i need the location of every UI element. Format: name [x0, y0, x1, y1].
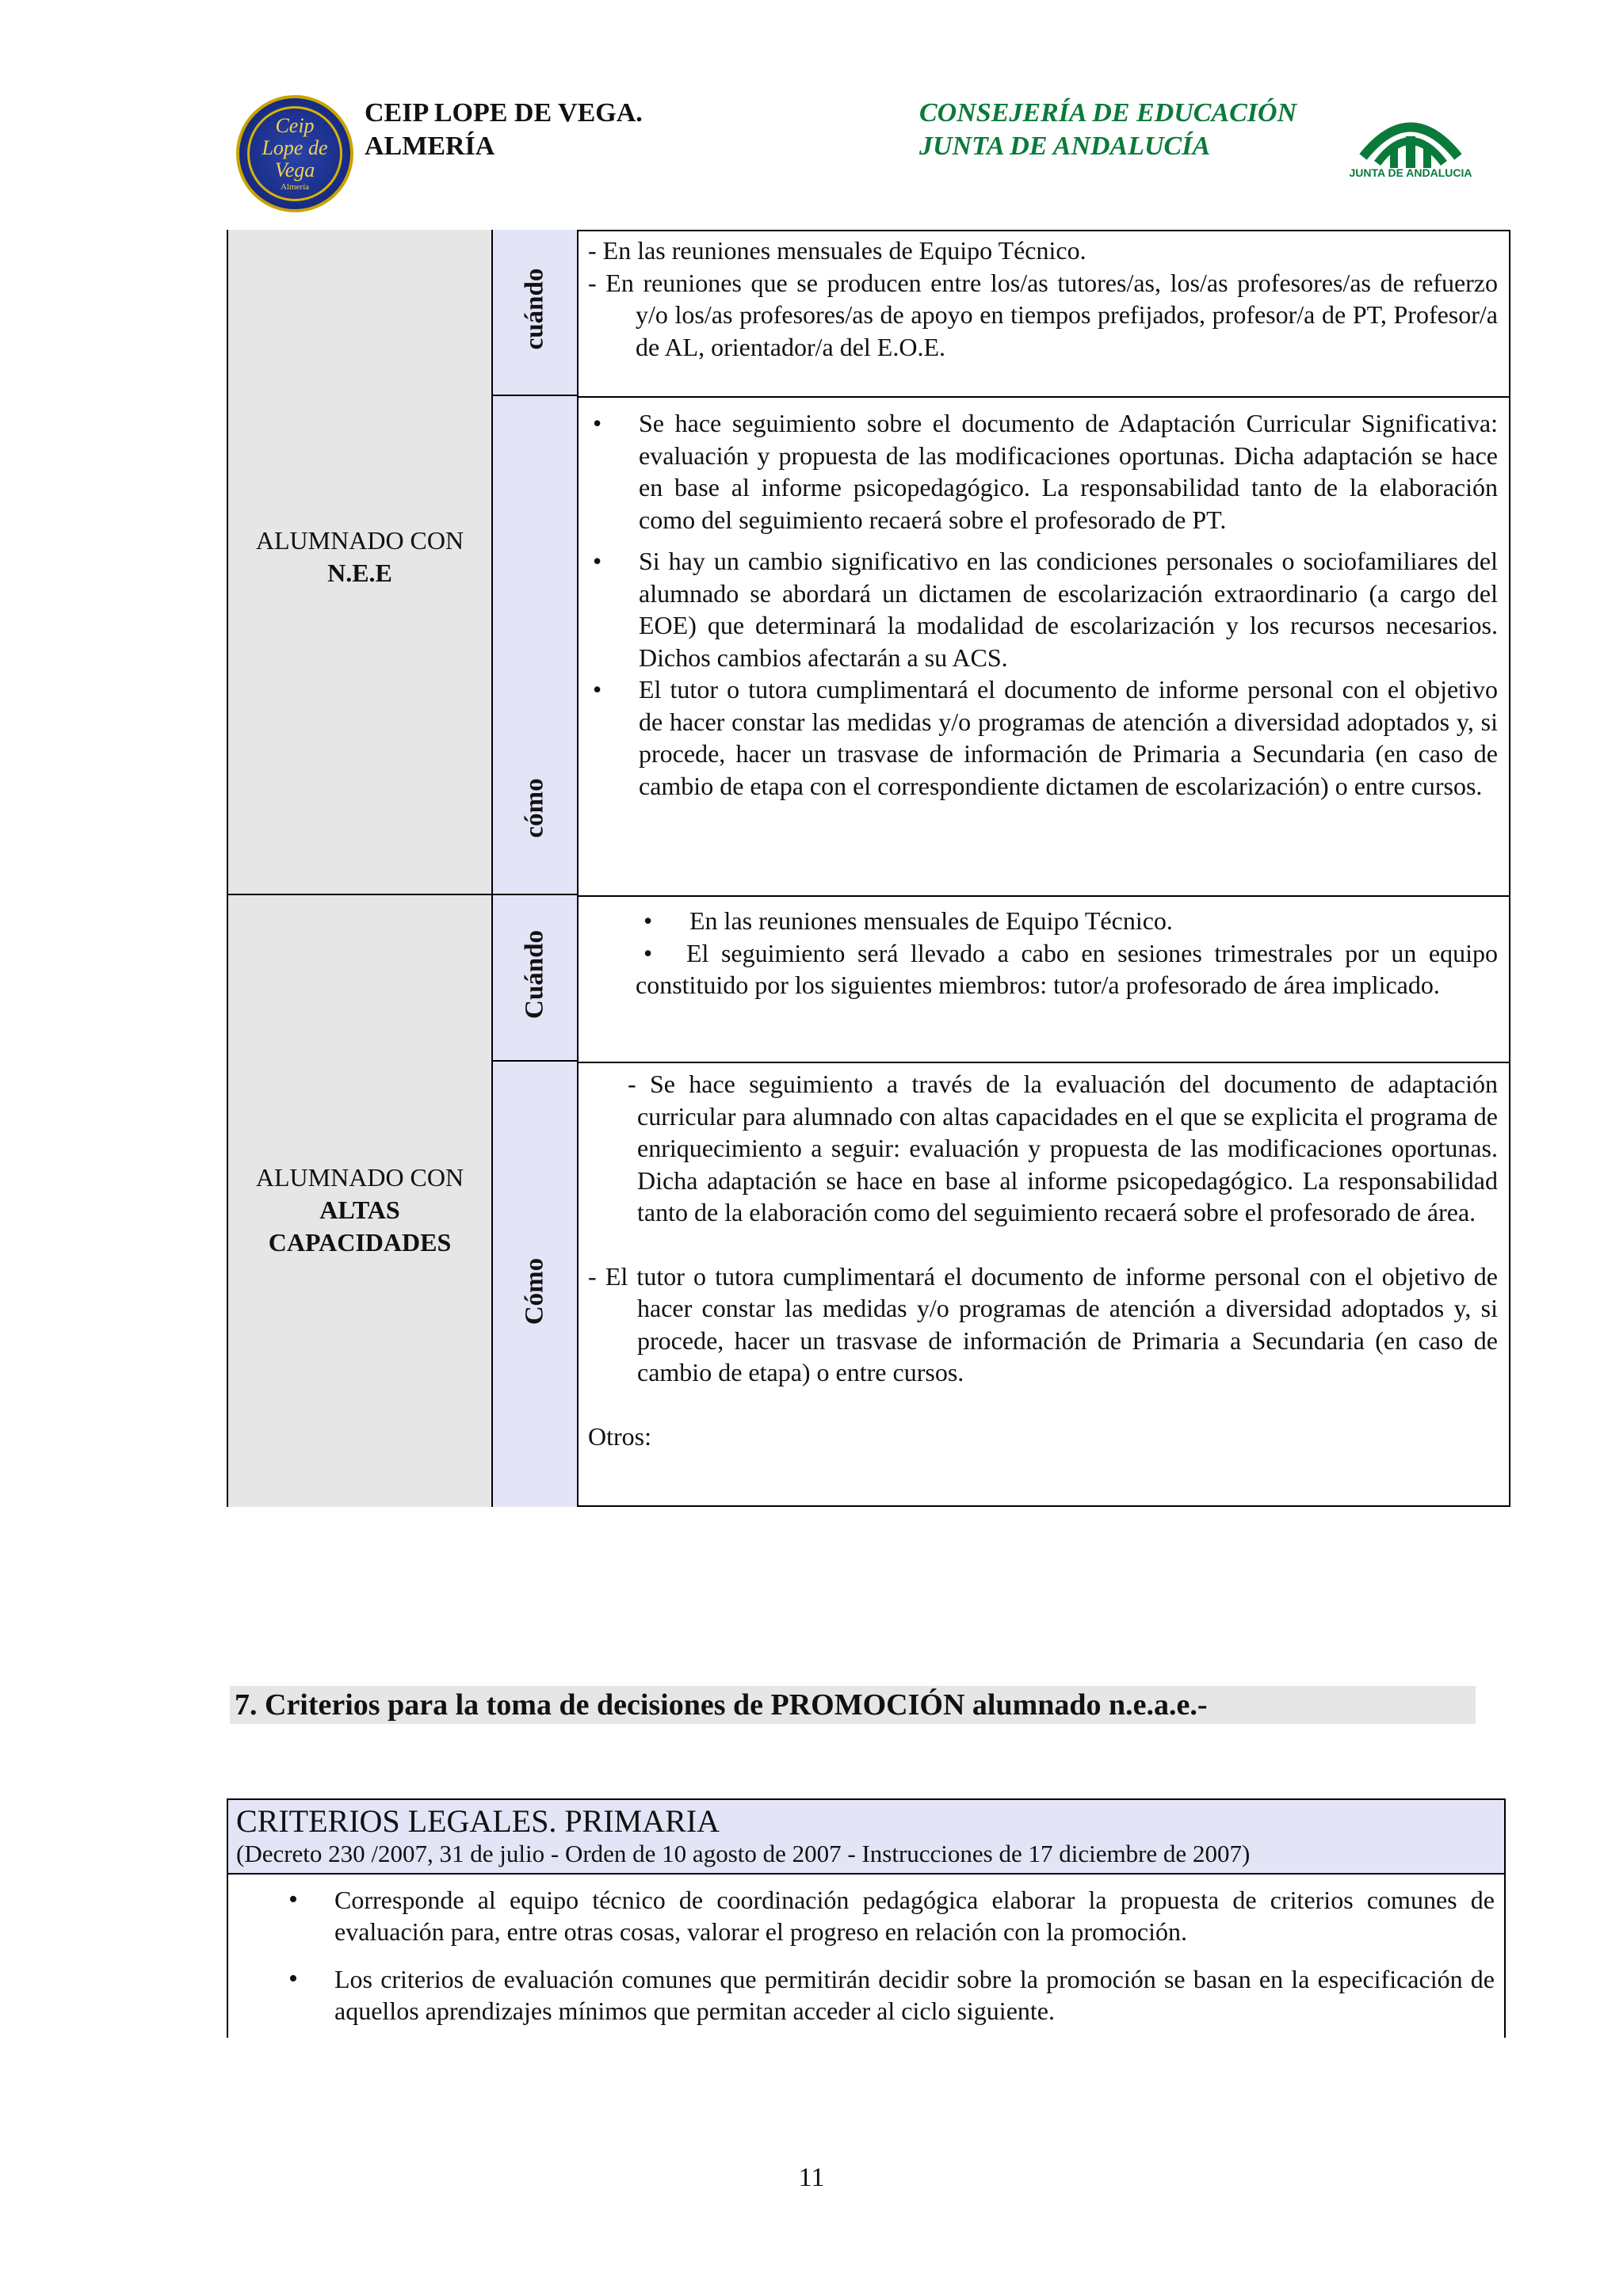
group-label-line: CAPACIDADES [268, 1228, 452, 1257]
logo-ring-text: Almería [280, 182, 310, 192]
row-key-cell [491, 895, 577, 1062]
page-number: 11 [798, 2163, 825, 2192]
row-content-cell [577, 396, 1510, 897]
criterio-item: • Corresponde al equipo técnico de coordinación pedagógica elaborar la propuesta de criterios comunes de evaluación para, entre otras cosas, valorar el progreso en relación con la promoción. [228, 1884, 1495, 1947]
group-label-line: ALUMNADO CON [255, 526, 464, 555]
criterios-title: CRITERIOS LEGALES. PRIMARIA [236, 1803, 720, 1839]
consejeria-name [919, 97, 1296, 163]
criterios-header [228, 1800, 1504, 1875]
seguimiento-table [227, 230, 1510, 1507]
criterio-item: • Los criterios de evaluación comunes que permitirán decidir sobre la promoción se basan en la especificación de aquellos aprendizajes mínimos que permitan acceder al ciclo siguiente. [228, 1963, 1495, 2027]
logo-text-3: Vega [274, 158, 315, 181]
row-key-label: Cuándo [520, 930, 549, 1019]
row-key-label: cómo [520, 778, 549, 838]
school-name [365, 97, 643, 163]
logo-text-2: Lope de [262, 136, 328, 159]
group-label-line: N.E.E [327, 559, 392, 587]
content-item: • Si hay un cambio significativo en las condiciones personales o sociofamiliares del alumnado se abordará un dictamen de escolarización extraordinario (a cargo del EOE) que determinará la modalidad de escolarización y los recursos necesarios. Dichos cambios afectarán a su ACS. [588, 545, 1498, 673]
group-label-nee [228, 524, 491, 589]
school-name-line1: CEIP LOPE DE VEGA. [365, 98, 643, 128]
content-item: - Se hace seguimiento a través de la evaluación del documento de adaptación curricular para alumnado con altas capacidades en el que se explicita el programa de enriquecimiento a seguir: evaluación y propuesta de las modificaciones oportunas. Dicha adaptación se hace en base al informe psicopedagógico. La responsabilidad tanto de la elaboración como del seguimiento recaerá sobre el profesorado de área. [628, 1070, 1498, 1226]
group-label-altas [228, 1161, 491, 1259]
group-altas-capacidades [227, 895, 491, 1507]
row-key-cell [491, 230, 577, 396]
school-logo [236, 95, 353, 212]
group-label-line: ALTAS [319, 1196, 400, 1224]
junta-logo-text: JUNTA DE ANDALUCIA [1349, 166, 1472, 179]
criterios-subtitle: (Decreto 230 /2007, 31 de julio - Orden de 10 agosto de 2007 - Instrucciones de 17 diciembre de 2007) [236, 1840, 1251, 1867]
content-item: • Se hace seguimiento sobre el documento de Adaptación Curricular Significativa: evaluación y propuesta de las modificaciones oportunas. Dicha adaptación se hace en base al informe psicopedagógico. La responsabilidad tanto de la elaboración como del seguimiento recaerá sobre el profesorado de PT. [588, 407, 1498, 536]
group-nee [227, 230, 491, 895]
row-key-label: Cómo [520, 1257, 549, 1325]
row-key-cell [491, 396, 577, 895]
row-content-cell [577, 1062, 1510, 1507]
criterios-box [227, 1798, 1506, 2038]
row-content-cell [577, 230, 1510, 398]
row-key-cell [491, 1062, 577, 1507]
content-item: • El seguimiento será llevado a cabo en sesiones trimestrales por un equipo constituido por los siguientes miembros: tutor/a profesorado de área implicado. [588, 937, 1498, 1001]
content-item: • El tutor o tutora cumplimentará el documento de informe personal con el objetivo de hacer constar las medidas y/o programas de atención a diversidad adoptados y, si procede, hacer un trasvase de información de Primaria a Secundaria (en caso de cambio de etapa con el correspondiente dictamen de escolarización) o entre cursos. [588, 673, 1498, 802]
consejeria-line2: JUNTA DE ANDALUCÍA [919, 132, 1211, 161]
content-item: - El tutor o tutora cumplimentará el documento de informe personal con el objetivo de hacer constar las medidas y/o programas de atención a diversidad adoptados y, si procede, hacer un trasvase de información de Primaria a Secundaria (en caso de cambio de etapa) o entre cursos. [588, 1261, 1498, 1386]
row-key-label: cuándo [520, 268, 549, 350]
consejeria-line1: CONSEJERÍA DE EDUCACIÓN [919, 98, 1297, 128]
section-heading: 7. Criterios para la toma de decisiones de PROMOCIÓN alumnado n.e.a.e.- [230, 1686, 1476, 1724]
content-item: - En reuniones que se producen entre los/as tutores/as, los/as profesores/as de refuerzo y/o los/as profesores/as de apoyo en tiempos prefijados, profesor/a de PT, Profesor/a de AL, orientador/a del E.O.E. [588, 268, 1498, 361]
school-name-line2: ALMERÍA [365, 132, 495, 161]
content-item: • En las reuniones mensuales de Equipo Técnico. [588, 905, 1498, 937]
content-item: Otros: [588, 1421, 651, 1451]
criterios-body [228, 1875, 1504, 2038]
logo-text-1: Ceip [275, 114, 315, 137]
content-item: - En las reuniones mensuales de Equipo Técnico. [588, 236, 1086, 265]
row-content-cell [577, 895, 1510, 1063]
group-label-line: ALUMNADO CON [255, 1163, 464, 1192]
